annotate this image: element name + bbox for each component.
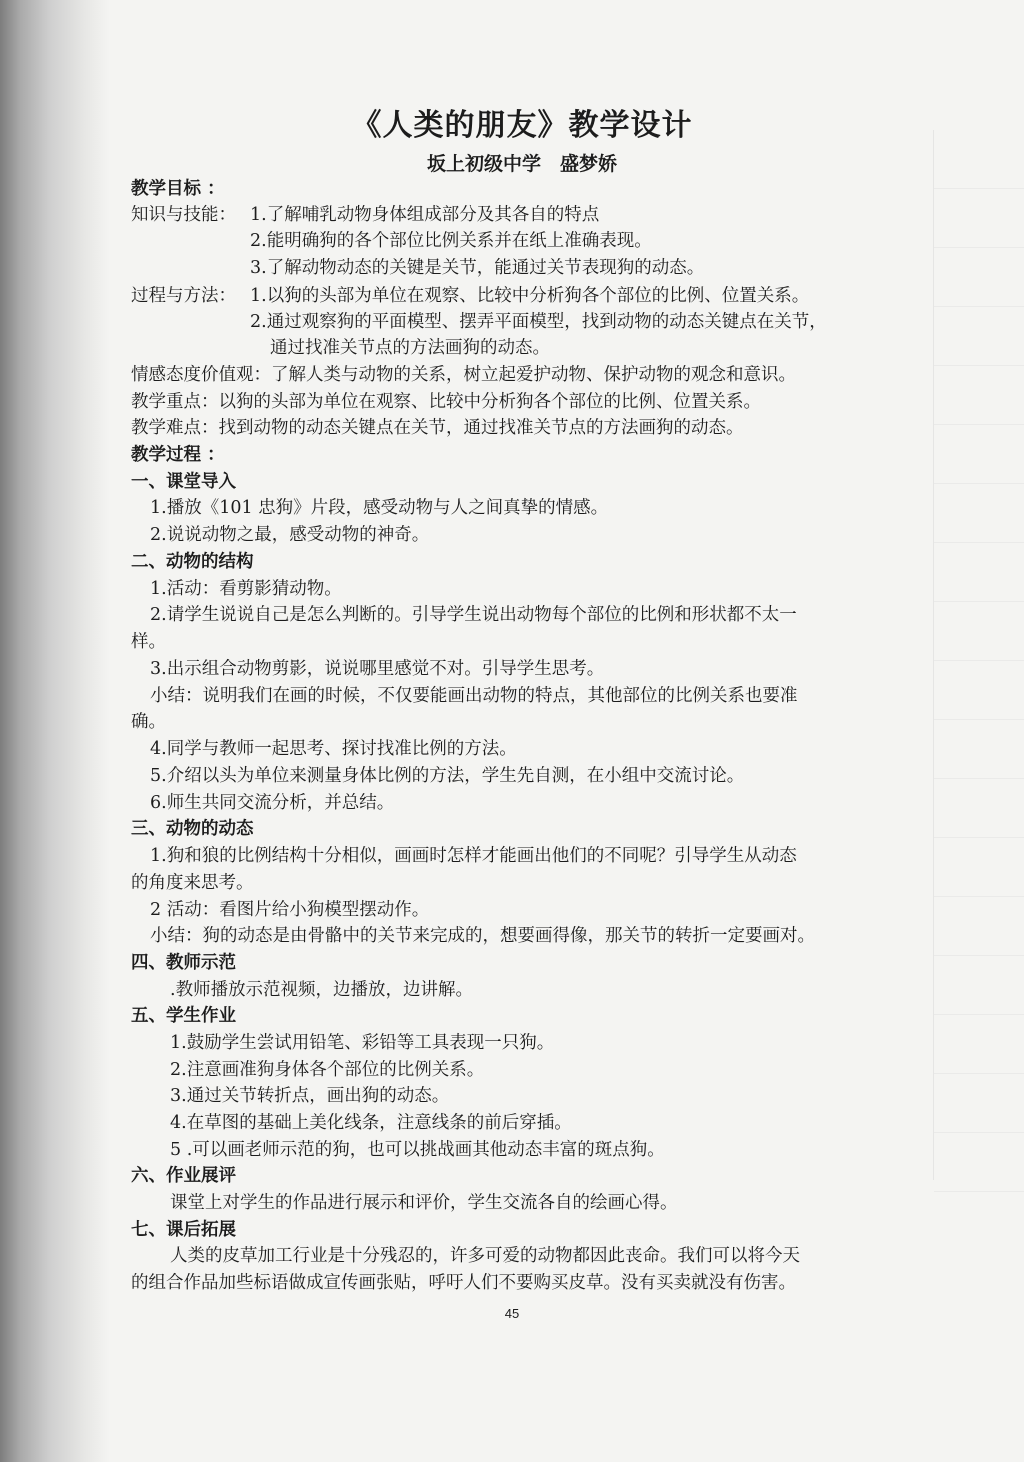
teaching-difficulty: 教学难点：找到动物的动态关键点在关节，通过找准关节点的方法画狗的动态。 (131, 418, 744, 438)
author-line: 坂上初级中学 盛梦娇 (426, 153, 617, 175)
knowledge-item: 3.了解动物动态的关键是关节，能通过关节表现狗的动态。 (250, 258, 705, 278)
process-item: 1.以狗的头部为单位在观察、比较中分析狗各个部位的比例、位置关系。 (250, 286, 810, 306)
section-5-item: 2.注意画准狗身体各个部位的比例关系。 (170, 1060, 485, 1080)
section-1-item: 2.说说动物之最，感受动物的神奇。 (150, 525, 430, 545)
section-2-line: 6.师生共同交流分析，并总结。 (150, 793, 395, 813)
section-7-line: 人类的皮草加工行业是十分残忍的，许多可爱的动物都因此丧命。我们可以将今天 (170, 1246, 800, 1266)
section-heading-7: 七、课后拓展 (131, 1220, 236, 1240)
page-number: 45 (504, 1306, 520, 1321)
section-3-line: 1.狗和狼的比例结构十分相似，画画时怎样才能画出他们的不同呢？引导学生从动态 (150, 846, 797, 866)
section-2-summary: 小结：说明我们在画的时候，不仅要能画出动物的特点，其他部位的比例关系也要准 (150, 686, 798, 706)
section-heading-1: 一、课堂导入 (131, 472, 236, 492)
section-6-line: 课堂上对学生的作品进行展示和评价，学生交流各自的绘画心得。 (170, 1193, 678, 1213)
section-5-item: 1.鼓励学生尝试用铅笔、彩铅等工具表现一只狗。 (170, 1033, 555, 1053)
section-heading-2: 二、动物的结构 (131, 552, 254, 572)
section-2-line: 3.出示组合动物剪影，说说哪里感觉不对。引导学生思考。 (150, 659, 605, 679)
section-heading-3: 三、动物的动态 (131, 819, 254, 839)
page-title: 《人类的朋友》教学设计 (351, 108, 693, 143)
section-4-line: .教师播放示范视频，边播放，边讲解。 (170, 980, 474, 1000)
section-heading-5: 五、学生作业 (131, 1006, 236, 1026)
objectives-heading: 教学目标 ： (131, 179, 225, 199)
process-label: 过程与方法： (131, 286, 236, 306)
section-7-line: 的组合作品加些标语做成宣传画张贴，呼吁人们不要购买皮草。没有买卖就没有伤害。 (131, 1273, 796, 1293)
section-5-item: 5 .可以画老师示范的狗，也可以挑战画其他动态丰富的斑点狗。 (170, 1140, 665, 1160)
section-2-line: 样。 (131, 632, 166, 652)
knowledge-item: 2.能明确狗的各个部位比例关系并在纸上准确表现。 (250, 231, 652, 251)
section-2-summary: 确。 (131, 712, 166, 732)
knowledge-label: 知识与技能： (131, 205, 236, 225)
section-2-line: 2.请学生说说自己是怎么判断的。引导学生说出动物每个部位的比例和形状都不太一 (150, 605, 797, 625)
section-5-item: 4.在草图的基础上美化线条，注意线条的前后穿插。 (170, 1113, 572, 1133)
section-heading-4: 四、教师示范 (131, 953, 236, 973)
section-3-summary: 小结：狗的动态是由骨骼中的关节来完成的，想要画得像，那关节的转折一定要画对。 (150, 926, 815, 946)
section-5-item: 3.通过关节转折点，画出狗的动态。 (170, 1086, 450, 1106)
process-item: 2.通过观察狗的平面模型、摆弄平面模型，找到动物的动态关键点在关节， (250, 312, 827, 332)
knowledge-item: 1.了解哺乳动物身体组成部分及其各自的特点 (250, 205, 600, 225)
section-2-line: 4.同学与教师一起思考、探讨找准比例的方法。 (150, 739, 517, 759)
process-item: 通过找准关节点的方法画狗的动态。 (270, 338, 550, 358)
emotion-goal: 情感态度价值观：了解人类与动物的关系，树立起爱护动物、保护动物的观念和意识。 (131, 365, 796, 385)
section-3-line: 2 活动：看图片给小狗模型摆动作。 (150, 900, 430, 920)
process-heading: 教学过程 ： (131, 445, 225, 465)
section-heading-6: 六、作业展评 (131, 1166, 236, 1186)
section-1-item: 1.播放《101 忠狗》片段，感受动物与人之间真挚的情感。 (150, 498, 609, 518)
section-3-line: 的角度来思考。 (131, 873, 254, 893)
section-2-line: 5.介绍以头为单位来测量身体比例的方法，学生先自测，在小组中交流讨论。 (150, 766, 745, 786)
teaching-key-point: 教学重点：以狗的头部为单位在观察、比较中分析狗各个部位的比例、位置关系。 (131, 392, 761, 412)
section-2-line: 1.活动：看剪影猜动物。 (150, 579, 342, 599)
